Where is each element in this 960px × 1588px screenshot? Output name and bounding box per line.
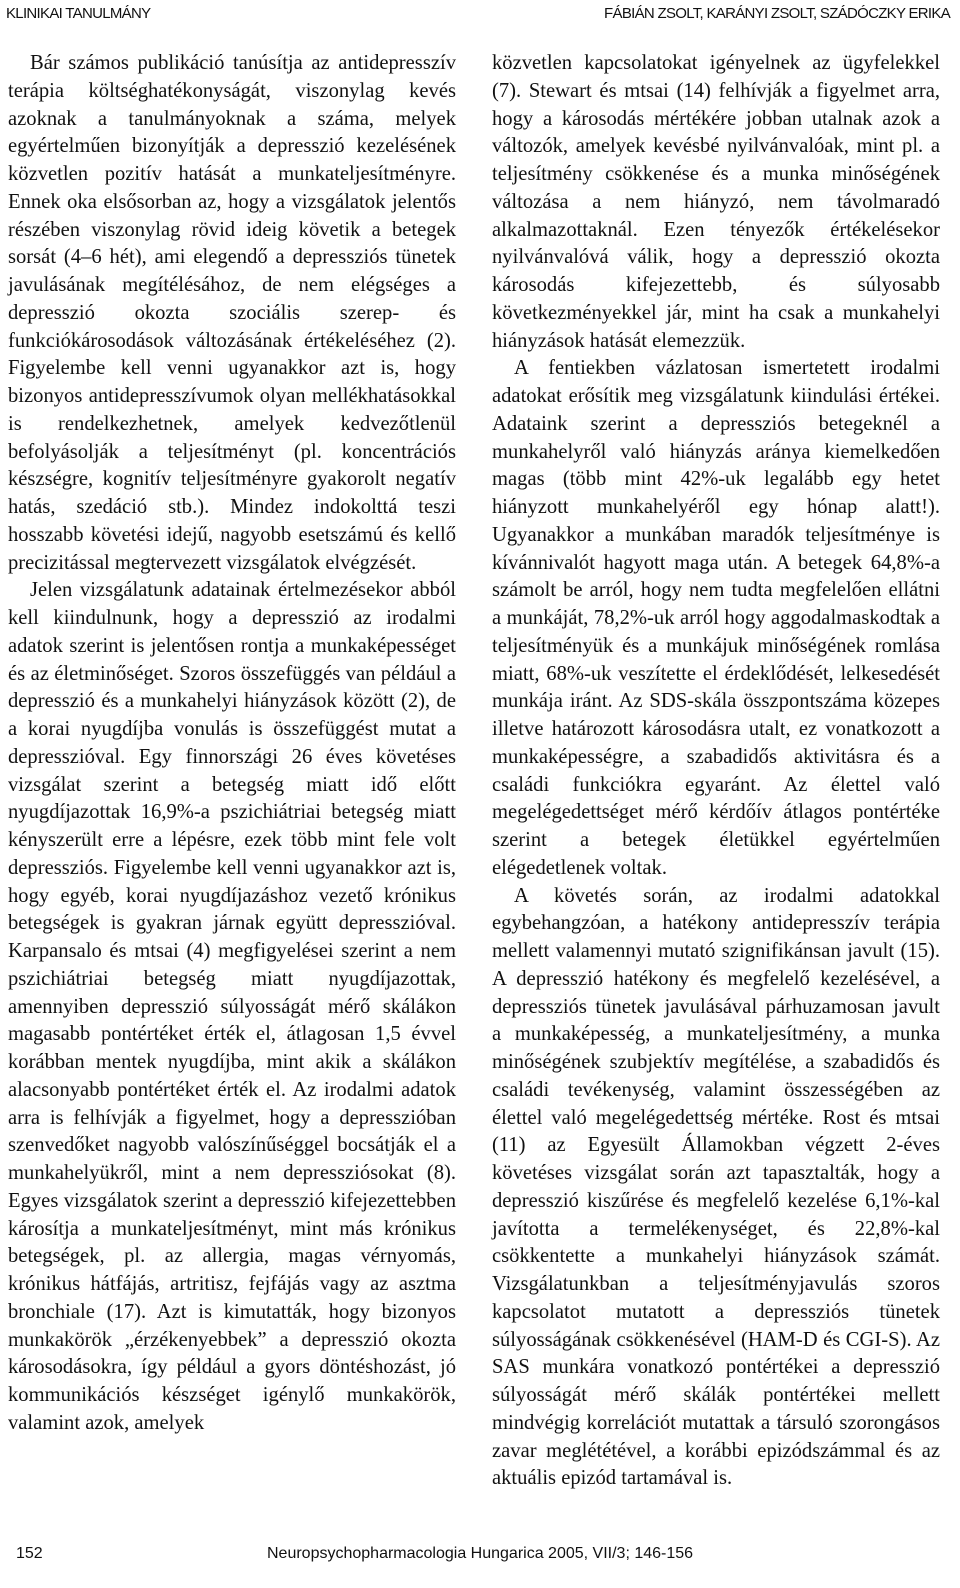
- paragraph: Jelen vizsgálatunk adatainak értelmezésekor abból kell kiindulnunk, hogy a depresszió az irodalmi adatok szerint is jelentősen rontja a munkaképességet és az életminőséget. Szoros összefüggés van például a depresszió és a munkahelyi hiányzások között (2), de a korai nyugdíjba vonulás is összefüggést mutat a depresszióval. Egy finnországi 26 éves követéses vizsgálat szerint a betegség miatt idő előtt nyugdíjazottak 16,9%-a pszichiátriai betegség miatt kényszerült erre a lépésre, ezek több mint fele volt depressziós. Figyelembe kell venni ugyanakkor azt is, hogy egyéb, korai nyugdíjazáshoz vezető krónikus betegségek is gyakran járnak együtt depresszióval. Karpansalo és mtsai (4) megfigyelései szerint a nem pszichiátriai betegség miatt nyugdíjazottak, amennyiben depresszió súlyosságát mérő skálákon magasabb pontértéket érték el, átlagosan 1,5 évvel korábban mentek nyugdíjba, mint akik a skálákon alacsonyabb pontértéket érték el. Az irodalmi adatok arra is felhívják a figyelmet, hogy a depresszióban szenvedőket nagyobb valószínűséggel bocsátják el a munkahelyükről, mint a nem depressziósokat (8). Egyes vizsgálatok szerint a depresszió kifejezettebben károsítja a munkateljesítményt, mint más krónikus betegségek, pl. az allergia, magas vérnyomás, krónikus hátfájás, artritisz, fejfájás vagy az asztma bronchiale (17). Azt is kimutatták, hogy bizonyos munkakörök „érzékenyebbek” a depresszió okozta károsodásokra, így például a gyors döntéshozást, jó kommunikációs készséget igénylő munkakörök, valamint azok, amelyek: [8, 579, 456, 1434]
- paragraph: A fentiekben vázlatosan ismertetett irodalmi adatokat erősítik meg vizsgálatunk kiindulási értékei. Adataink szerint a depressziós betegeknél a munkahelyről való hiányzás aránya kiemelkedően magas (több mint 42%-uk legalább egy hetet hiányzott munkahelyéről egy hónap alatt!). Ugyanakkor a munkában maradók teljesítménye is kívánnivalót hagyott maga után. A betegek 64,8%-a számolt be arról, hogy nem tudta megfelelően ellátni a munkáját, 78,2%-uk arról hogy aggodalmaskodtak a teljesítményük és a munkájuk minőségének romlása miatt, 68%-uk veszítette el érdeklődését, lelkesedését munkája iránt. Az SDS-skála összpontszáma közepes illetve határozott károsodásra utalt, ez vonatkozott a munkaképességre, a szabadidős aktivitásra és a családi funkciókra egyaránt. Az élettel való megelégedettséget mérő kérdőív átlagos pontértéke szerint a betegek életükkel egyértelműen elégedetlenek voltak.: [492, 357, 940, 879]
- running-header-authors: FÁBIÁN ZSOLT, KARÁNYI ZSOLT, SZÁDÓCZKY ERIKA: [604, 5, 950, 22]
- page-number: 152: [16, 1545, 43, 1562]
- paragraph-continued: közvetlen kapcsolatokat igényelnek az ügyfelekkel (7). Stewart és mtsai (14) felhívják a figyelmet arra, hogy a károsodás mértékére jobban utalnak azok a változók, amelyek kevésbé nyilvánvalóak, mint pl. a teljesítmény csökkenése és a munka minőségének változása a nem hiányzó, nem távolmaradó alkalmazottaknál. Ezen tényezők értékelésekor nyilvánvalóvá válik, hogy a depresszió okozta károsodás kifejezettebb, és súlyosabb következményekkel jár, mint ha csak a munkahelyi hiányzások hatását elemezzük.: [492, 52, 940, 352]
- paragraph: Bár számos publikáció tanúsítja az antidepresszív terápia költséghatékonyságát, viszonylag kevés azoknak a tanulmányoknak a száma, melyek egyértelműen bizonyítják a depresszió kezelésének közvetlen pozitív hatását a munkateljesítményre. Ennek oka elsősorban az, hogy a vizsgálatok jelentős részében viszonylag rövid ideig követik a betegek sorsát (4–6 hét), ami elegendő a depressziós tünetek javulásának megítélésához, de nem elégséges a depresszió okozta szociális szerep- és funkciókárosodások változásának értékeléséhez (2). Figyelembe kell venni ugyanakkor azt is, hogy bizonyos antidepresszívumok olyan mellékhatásokkal is rendelkezhetnek, amelyek kedvezőtlenül befolyásolják a teljesítményt (pl. koncentrációs készségre, kognitív teljesítményre gyakorolt negatív hatás, szedáció stb.). Mindez indokolttá teszi hosszabb követési idejű, nagyobb esetszámú és kellő precizitással megtervezett vizsgálatok elvégzését.: [8, 52, 456, 574]
- right-text-column: [492, 50, 940, 1493]
- paragraph: A követés során, az irodalmi adatokkal egybehangzóan, a hatékony antidepresszív terápia mellett valamennyi mutató szignifikánsan javult (15). A depresszió hatékony és megfelelő kezelésével, a depressziós tünetek javulásával párhuzamosan javult a munkaképesség, a munkateljesítmény, a munka minőségének szubjektív megítélése, a szabadidős és családi tevékenység, valamint összességében az élettel való megelégedettség mértéke. Rost és mtsai (11) az Egyesült Államokban végzett 2-éves követéses vizsgálat során azt tapasztalták, hogy a depresszió kiszűrése és megfelelő kezelése 6,1%-kal javította a termelékenységet, és 22,8%-kal csökkentette a munkahelyi hiányzások számát. Vizsgálatunkban a teljesítményjavulás szoros kapcsolatot mutatott a depressziós tünetek súlyosságának csökkenésével (HAM-D és CGI-S). Az SAS munkára vonatkozó pontértékei a depresszió súlyosságát mérő skálák pontértékei mellett mindvégig korrelációt mutattak a társuló szorongásos zavar meglététével, a korábbi epizódszámmal és az aktuális epizód tartamával is.: [492, 884, 940, 1490]
- left-text-column: [8, 50, 456, 1438]
- journal-citation: Neuropsychopharmacologia Hungarica 2005, VII/3; 146-156: [267, 1545, 694, 1562]
- running-header-left: KLINIKAI TANULMÁNY: [6, 5, 151, 22]
